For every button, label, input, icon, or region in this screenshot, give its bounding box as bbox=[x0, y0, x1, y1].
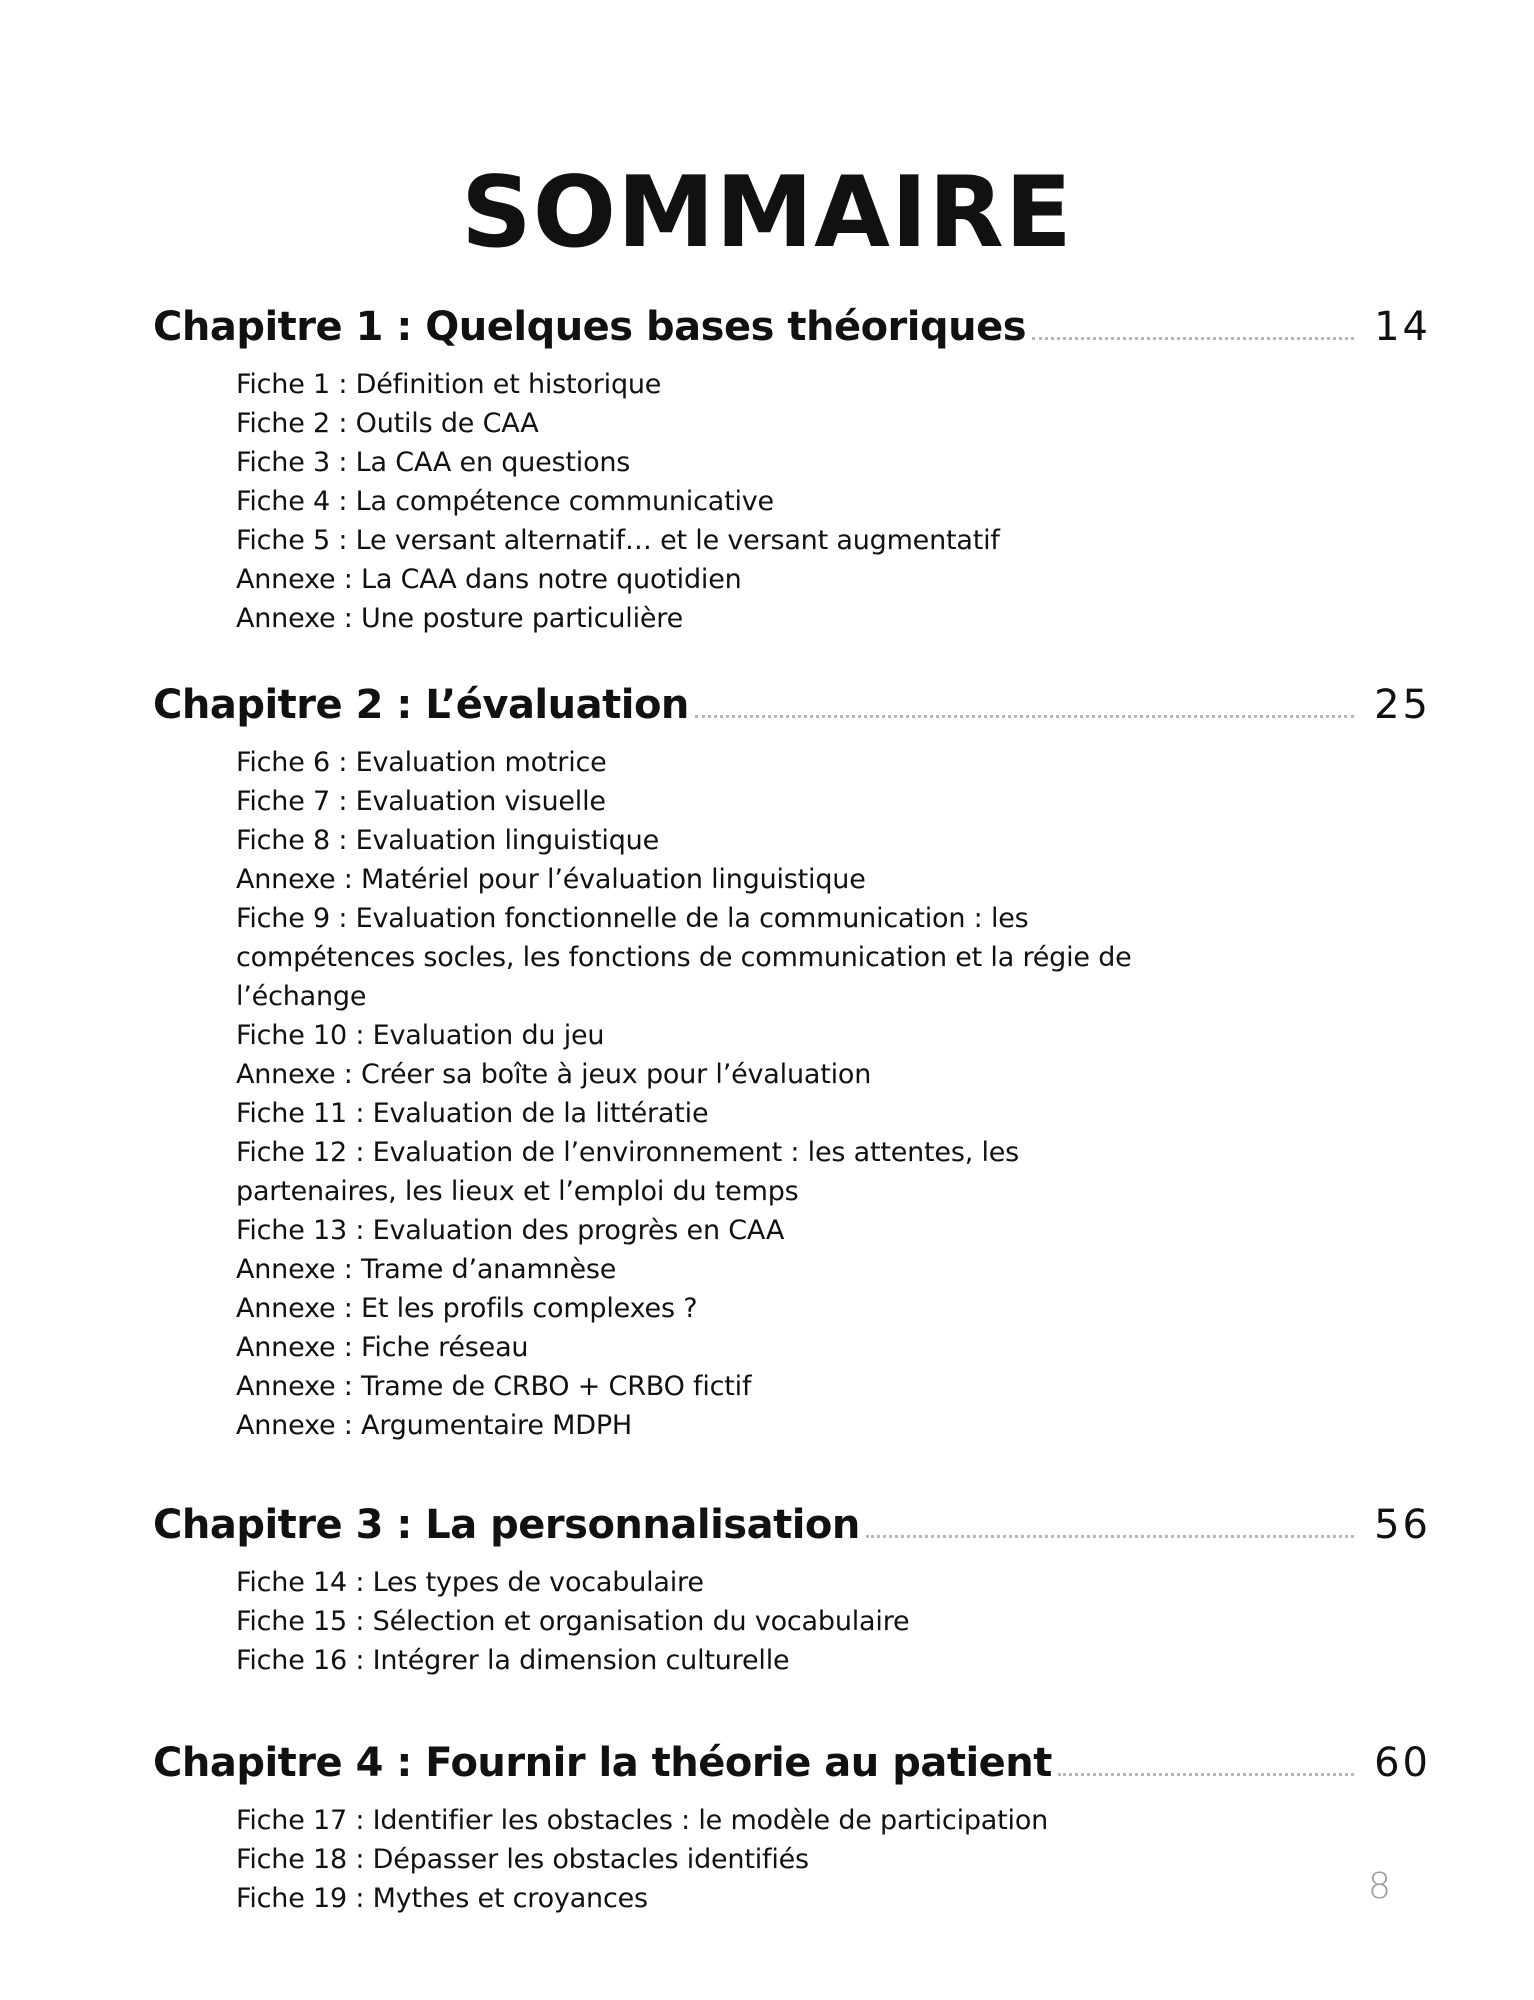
toc-entry[interactable]: Fiche 19 : Mythes et croyances bbox=[236, 1883, 648, 1914]
toc-entry[interactable]: Annexe : Matériel pour l’évaluation linguistique bbox=[236, 864, 866, 895]
toc-entry[interactable]: partenaires, les lieux et l’emploi du temps bbox=[236, 1176, 799, 1207]
toc-entry[interactable]: Fiche 12 : Evaluation de l’environnement : les attentes, les bbox=[236, 1137, 1020, 1168]
chapter-page-number: 14 bbox=[1374, 304, 1431, 350]
chapter-title: Chapitre 3 : La personnalisation bbox=[153, 1502, 860, 1548]
toc-entry[interactable]: Fiche 13 : Evaluation des progrès en CAA bbox=[236, 1215, 785, 1246]
toc-entry[interactable]: Fiche 3 : La CAA en questions bbox=[236, 447, 631, 478]
chapter-entries bbox=[236, 743, 1236, 1445]
toc-entry[interactable]: Fiche 1 : Définition et historique bbox=[236, 369, 662, 400]
toc-entry[interactable]: Fiche 8 : Evaluation linguistique bbox=[236, 825, 659, 856]
toc-entry[interactable]: compétences socles, les fonctions de communication et la régie de bbox=[236, 942, 1132, 973]
toc-entry[interactable]: Annexe : Fiche réseau bbox=[236, 1332, 529, 1363]
chapter-title: Chapitre 2 : L’évaluation bbox=[153, 682, 689, 728]
toc-entry[interactable]: Fiche 18 : Dépasser les obstacles identifiés bbox=[236, 1844, 809, 1875]
toc-entry[interactable]: Annexe : Argumentaire MDPH bbox=[236, 1410, 633, 1441]
chapter-heading[interactable] bbox=[153, 292, 1431, 352]
chapter-entries bbox=[236, 1563, 1236, 1680]
chapter-title: Chapitre 1 : Quelques bases théoriques bbox=[153, 304, 1027, 350]
toc-entry[interactable]: Fiche 14 : Les types de vocabulaire bbox=[236, 1567, 704, 1598]
chapter-entries bbox=[236, 1801, 1236, 1918]
toc-entry[interactable]: Fiche 7 : Evaluation visuelle bbox=[236, 786, 606, 817]
toc-entry[interactable]: Annexe : Créer sa boîte à jeux pour l’évaluation bbox=[236, 1059, 872, 1090]
toc-entry[interactable]: Fiche 16 : Intégrer la dimension culturelle bbox=[236, 1645, 790, 1676]
toc-entry[interactable]: Fiche 11 : Evaluation de la littératie bbox=[236, 1098, 709, 1129]
chapter-page-number: 25 bbox=[1374, 682, 1431, 728]
page-title: SOMMAIRE bbox=[461, 156, 1073, 270]
toc-entry[interactable]: Fiche 6 : Evaluation motrice bbox=[236, 747, 607, 778]
chapter-heading[interactable] bbox=[153, 670, 1431, 730]
chapter-page-number: 60 bbox=[1374, 1740, 1431, 1786]
chapter-title: Chapitre 4 : Fournir la théorie au patient bbox=[153, 1740, 1052, 1786]
chapter-heading[interactable] bbox=[153, 1728, 1431, 1788]
toc-entry[interactable]: Fiche 5 : Le versant alternatif… et le versant augmentatif bbox=[236, 525, 1000, 556]
dot-leader bbox=[1058, 1773, 1354, 1776]
toc-entry[interactable]: Annexe : La CAA dans notre quotidien bbox=[236, 564, 742, 595]
chapter-entries bbox=[236, 365, 1236, 638]
toc-entry[interactable]: l’échange bbox=[236, 981, 367, 1012]
toc-entry[interactable]: Fiche 15 : Sélection et organisation du vocabulaire bbox=[236, 1606, 910, 1637]
toc-entry[interactable]: Fiche 9 : Evaluation fonctionnelle de la communication : les bbox=[236, 903, 1029, 934]
toc-entry[interactable]: Fiche 17 : Identifier les obstacles : le modèle de participation bbox=[236, 1805, 1049, 1836]
dot-leader bbox=[1032, 337, 1354, 340]
toc-entry[interactable]: Fiche 10 : Evaluation du jeu bbox=[236, 1020, 605, 1051]
toc-entry[interactable]: Annexe : Et les profils complexes ? bbox=[236, 1293, 698, 1324]
page-number: 8 bbox=[1368, 1866, 1391, 1907]
chapter-heading[interactable] bbox=[153, 1490, 1431, 1550]
toc-entry[interactable]: Fiche 4 : La compétence communicative bbox=[236, 486, 774, 517]
dot-leader bbox=[866, 1535, 1354, 1538]
toc-entry[interactable]: Fiche 2 : Outils de CAA bbox=[236, 408, 539, 439]
toc-entry[interactable]: Annexe : Trame d’anamnèse bbox=[236, 1254, 617, 1285]
toc-entry[interactable]: Annexe : Trame de CRBO + CRBO fictif bbox=[236, 1371, 752, 1402]
chapter-page-number: 56 bbox=[1374, 1502, 1431, 1548]
toc-entry[interactable]: Annexe : Une posture particulière bbox=[236, 603, 684, 634]
dot-leader bbox=[695, 715, 1354, 718]
